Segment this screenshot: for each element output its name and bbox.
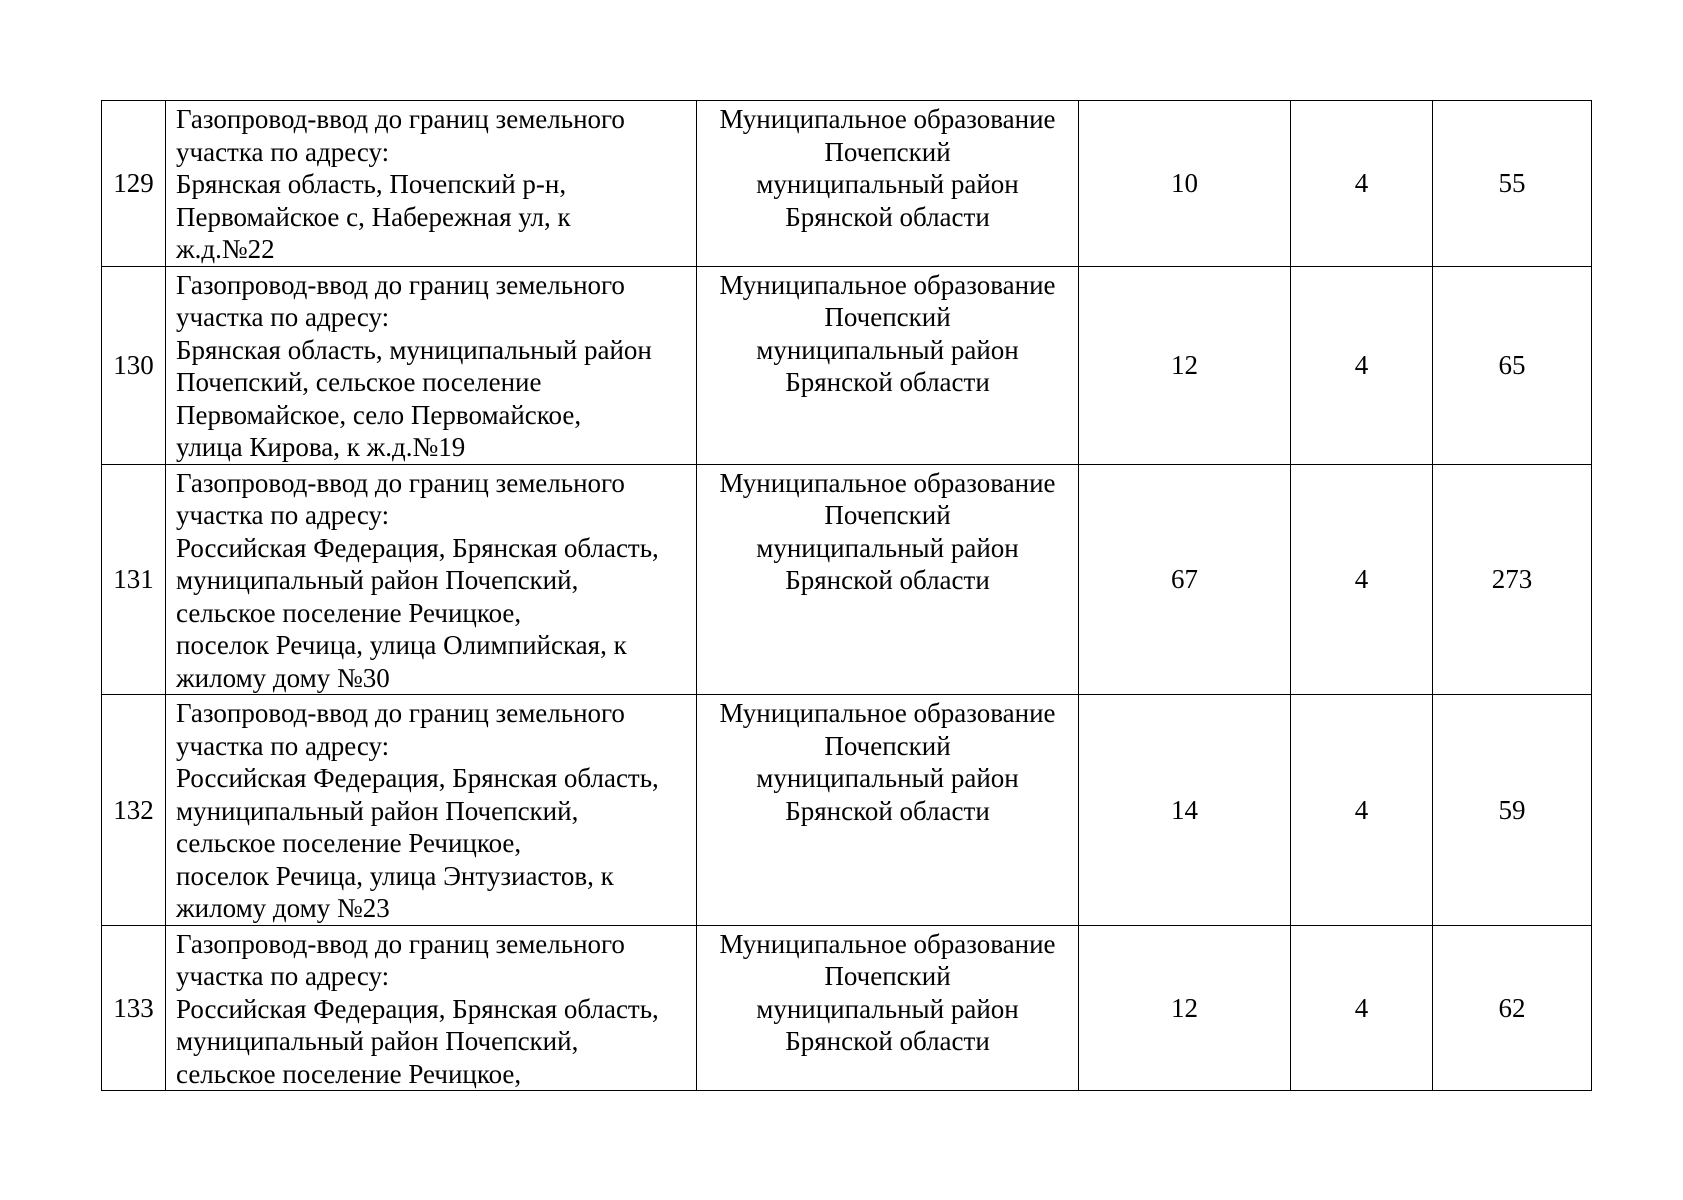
description-line: сельское поселение Речицкое, [176, 828, 522, 858]
description-line: Газопровод-ввод до границ земельного [176, 698, 625, 728]
description-line: Российская Федерация, Брянская область, [176, 993, 659, 1024]
description-line: сельское поселение Речицкое, [176, 1058, 522, 1089]
description-line: Брянская область, муниципальный район [176, 334, 652, 365]
description-cell [166, 101, 697, 267]
row-number: 129 [113, 168, 154, 198]
value-cell-2 [1291, 101, 1433, 267]
row-number-cell [102, 695, 166, 926]
table-row [102, 464, 1592, 695]
value-1: 14 [1171, 794, 1198, 825]
description-line: Первомайское с, Набережная ул, к [176, 201, 571, 232]
table-row [102, 695, 1592, 926]
description-line: жилому дому №30 [176, 662, 390, 693]
row-number: 132 [113, 794, 154, 825]
description-cell [166, 695, 697, 926]
description-line: участка по адресу: [176, 302, 390, 332]
description-line: муниципальный район Почепский, [176, 565, 579, 595]
value-cell-1 [1079, 101, 1291, 267]
description-line: поселок Речица, улица Энтузиастов, к [176, 860, 614, 891]
description-line: Почепский, сельское поселение [176, 367, 542, 397]
row-number-cell [102, 464, 166, 695]
gas-pipeline-table [101, 100, 1592, 1091]
owner-line: Почепский [824, 302, 951, 332]
value-1: 67 [1171, 564, 1198, 594]
row-number: 133 [113, 992, 154, 1023]
row-number: 130 [113, 349, 154, 380]
value-3: 65 [1498, 349, 1526, 380]
description-line: Газопровод-ввод до границ земельного [176, 104, 625, 134]
owner-line: Муниципальное образование [719, 104, 1056, 134]
owner-line: Почепский [824, 136, 951, 167]
value-cell-1 [1079, 695, 1291, 926]
owner-line: Почепский [824, 961, 951, 991]
value-1: 12 [1171, 992, 1198, 1023]
owner-line: муниципальный район [756, 532, 1019, 563]
owner-line: Брянской области [785, 565, 990, 595]
table-body [102, 101, 1592, 1091]
row-number-cell [102, 266, 166, 464]
table-row [102, 101, 1592, 267]
owner-line: Муниципальное образование [719, 698, 1056, 728]
row-number-cell [102, 101, 166, 267]
description-cell [166, 266, 697, 464]
description-line: ж.д.№22 [176, 234, 275, 264]
value-3: 62 [1498, 992, 1526, 1023]
description-line: жилому дому №23 [176, 893, 390, 923]
value-2: 4 [1354, 992, 1369, 1023]
value-cell-3 [1433, 464, 1592, 695]
owner-line: Почепский [824, 730, 951, 761]
description-line: муниципальный район Почепский, [176, 1026, 579, 1056]
value-2: 4 [1354, 168, 1369, 198]
description-line: участка по адресу: [176, 730, 390, 761]
description-line: участка по адресу: [176, 500, 390, 530]
table-row [102, 925, 1592, 1091]
description-line: поселок Речица, улица Олимпийская, к [176, 630, 627, 660]
owner-line: Почепский [824, 500, 951, 530]
owner-line: муниципальный район [756, 334, 1019, 365]
owner-line: Брянской области [785, 795, 990, 826]
value-2: 4 [1354, 794, 1369, 825]
row-number-cell [102, 925, 166, 1091]
value-cell-2 [1291, 925, 1433, 1091]
owner-cell [697, 695, 1079, 926]
value-cell-2 [1291, 695, 1433, 926]
description-line: муниципальный район Почепский, [176, 795, 579, 826]
value-cell-1 [1079, 464, 1291, 695]
row-number: 131 [113, 564, 154, 594]
owner-cell [697, 925, 1079, 1091]
owner-line: Муниципальное образование [719, 467, 1056, 498]
description-line: участка по адресу: [176, 961, 390, 991]
owner-line: муниципальный район [756, 763, 1019, 793]
value-3: 59 [1498, 794, 1526, 825]
description-cell [166, 925, 697, 1091]
owner-line: муниципальный район [756, 169, 1019, 199]
description-line: Газопровод-ввод до границ земельного [176, 269, 625, 300]
value-2: 4 [1354, 564, 1369, 594]
value-cell-2 [1291, 266, 1433, 464]
value-1: 12 [1171, 349, 1198, 380]
description-line: улица Кирова, к ж.д.№19 [176, 432, 466, 462]
description-line: Газопровод-ввод до границ земельного [176, 928, 625, 959]
value-1: 10 [1171, 168, 1198, 198]
description-line: Газопровод-ввод до границ земельного [176, 467, 625, 498]
owner-line: Брянской области [785, 367, 990, 397]
owner-line: Муниципальное образование [719, 269, 1056, 300]
description-cell [166, 464, 697, 695]
value-cell-3 [1433, 925, 1592, 1091]
owner-cell [697, 101, 1079, 267]
value-cell-1 [1079, 925, 1291, 1091]
value-3: 273 [1491, 564, 1533, 594]
value-cell-1 [1079, 266, 1291, 464]
description-line: Первомайское, село Первомайское, [176, 399, 582, 430]
description-line: участка по адресу: [176, 136, 390, 167]
description-line: Брянская область, Почепский р-н, [176, 169, 567, 199]
owner-line: Брянской области [785, 201, 990, 232]
description-line: сельское поселение Речицкое, [176, 597, 522, 628]
owner-cell [697, 464, 1079, 695]
description-line: Российская Федерация, Брянская область, [176, 532, 659, 563]
value-2: 4 [1354, 349, 1369, 380]
value-3: 55 [1498, 168, 1526, 198]
owner-line: Муниципальное образование [719, 928, 1056, 959]
value-cell-3 [1433, 266, 1592, 464]
owner-line: Брянской области [785, 1026, 990, 1056]
table-row [102, 266, 1592, 464]
description-line: Российская Федерация, Брянская область, [176, 763, 659, 793]
value-cell-3 [1433, 695, 1592, 926]
owner-cell [697, 266, 1079, 464]
owner-line: муниципальный район [756, 993, 1019, 1024]
value-cell-2 [1291, 464, 1433, 695]
value-cell-3 [1433, 101, 1592, 267]
